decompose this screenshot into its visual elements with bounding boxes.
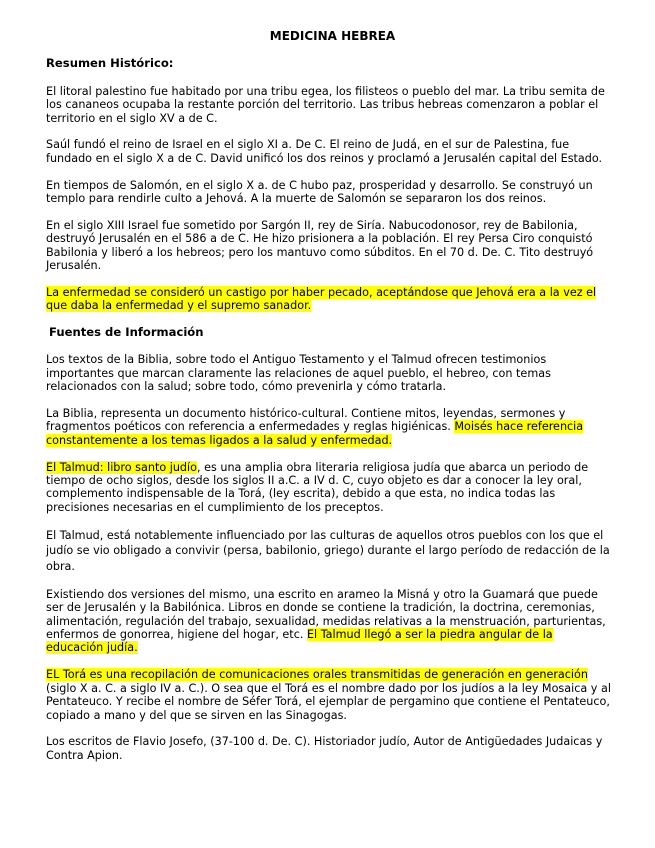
- paragraph-salomon: En tiempos de Salomón, en el siglo X a. de C hubo paz, prosperidad y desarrollo. Se construyó un templo para rendirle culto a Jehová. A la muerte de Salomón se separaron los dos reinos.: [46, 178, 593, 206]
- paragraph-biblia: [46, 407, 611, 447]
- paragraph-versiones: [46, 588, 611, 655]
- document-page: [46, 30, 611, 776]
- paragraph-tora: [46, 668, 611, 722]
- document-title: MEDICINA HEBREA: [269, 29, 396, 43]
- section-heading-resumen: Resumen Histórico:: [46, 56, 174, 71]
- paragraph-talmud-influencia: El Talmud, está notablemente influenciado por las culturas de aquellos otros pueblos con los que el judío se vio obligado a convivir (persa, babilonio, griego) durante el largo período de redacción de la obra.: [46, 528, 610, 573]
- highlighted-text: La enfermedad se consideró un castigo por haber pecado, aceptándose que Jehová era a la vez el que daba la enfermedad y el supremo sanador.: [46, 285, 597, 313]
- paragraph-saul: Saúl fundó el reino de Israel en el siglo XI a. De C. El reino de Judá, en el sur de Palestina, fue fundado en el siglo X a de C. David unificó los dos reinos y proclamó a Jerusalén capital del Estado.: [46, 138, 603, 165]
- section-heading-fuentes: Fuentes de Información: [49, 325, 204, 340]
- paragraph-litoral: El litoral palestino fue habitado por una tribu egea, los filisteos o pueblo del mar. La tribu semita de los cananeos ocupaba la restante porción del territorio. Las tribus hebreas comenzaron a poblar el territorio en el siglo XV a de C.: [46, 84, 605, 125]
- paragraph-textos-biblia: Los textos de la Biblia, sobre todo el Antiguo Testamento y el Talmud ofrecen testimonios importantes que marcan claramente las relaciones de aquel pueblo, el hebreo, con temas relacionados con la salud; sobre todo, cómo prevenirla y cómo tratarla.: [46, 353, 551, 394]
- highlighted-text: El Talmud: libro santo judío: [46, 460, 197, 474]
- paragraph-text: La Biblia, representa un documento histórico-cultural. Contiene mitos, leyendas, sermones y fragmentos poéticos con referencia a enfermedades y reglas higiénicas.: [46, 407, 566, 434]
- paragraph-enfermedad: [46, 286, 611, 313]
- paragraph-text: Existiendo dos versiones del mismo, una escrito en arameo la Misná y otro la Guamará que puede ser de Jerusalén y la Babilónica. Libros en donde se contiene la tradición, la doctrina, ceremonias, alimentación, regulación del trabajo, sexualidad, medidas relativas a la menstruación, parturientas, enfermos de gonorrea, higiene del hogar, etc.: [46, 587, 606, 642]
- paragraph-flavio-josefo: Los escritos de Flavio Josefo, (37-100 d. De. C). Historiador judío, Autor de Antigüedades Judaicas y Contra Apion.: [46, 735, 603, 762]
- highlighted-text: EL Torá es una recopilación de comunicaciones orales transmitidas de generación en generación: [46, 668, 588, 682]
- paragraph-text: (siglo X a. C. a siglo IV a. C.). O sea que el Torá es el nombre dado por los judíos a la ley Mosaica y al Pentateuco. Y recibe el nombre de Séfer Torá, el ejemplar de pergamino que contiene el Pentateuco, copiado a mano y del que se sirven en las Sinagogas.: [46, 681, 611, 722]
- paragraph-siglo-xiii: En el siglo XIII Israel fue sometido por Sargón II, rey de Siría. Nabucodonosor, rey de Babilonia, destruyó Jerusalén en el 586 a de C. He hizo prisionera a la población. El rey Persa Ciro conquistó Babilonia y liberó a los hebreos; pero los mantuvo como súbditos. En el 70 d. De. C. Tito destruyó Jerusalén.: [46, 218, 594, 273]
- highlighted-text: Moisés hace referencia constantemente a los temas ligados a la salud y enfermedad.: [46, 420, 584, 447]
- paragraph-text: , es una amplia obra literaria religiosa judía que abarca un periodo de tiempo de ocho siglos, desde los siglos II a.C. a IV d. C, cuyo objeto es dar a conocer la ley oral, complemento indispensable de la Torá, (ley escrita), debido a que esta, no indica todas las precisiones necesarias en el cumplimiento de los preceptos.: [46, 460, 589, 514]
- paragraph-talmud: [46, 461, 611, 515]
- highlighted-text: El Talmud llegó a ser la piedra angular de la educación judía.: [46, 628, 553, 655]
